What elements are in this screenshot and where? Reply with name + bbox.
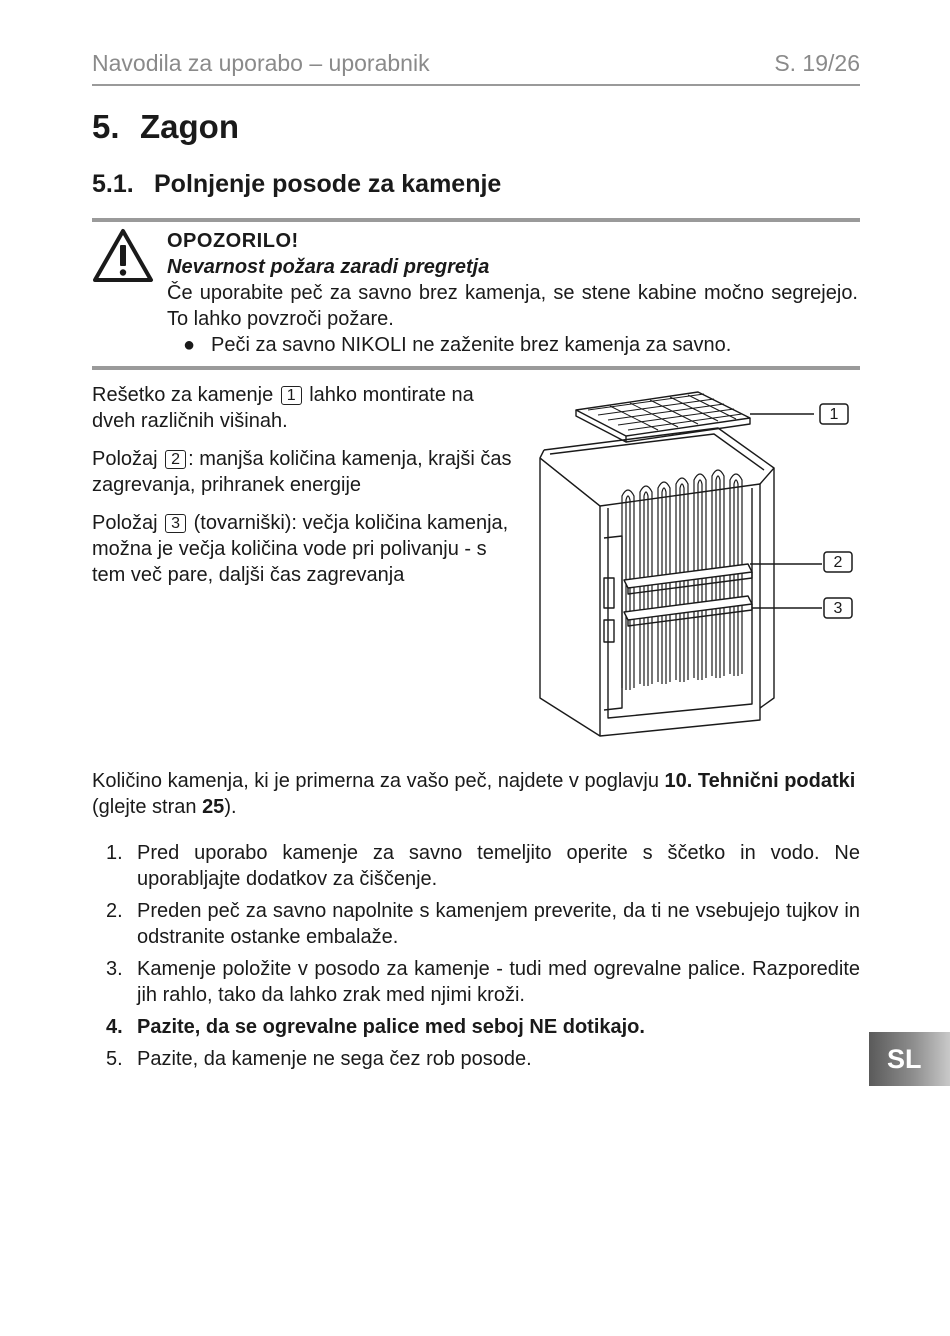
section-title: Zagon [140, 108, 239, 145]
text: Rešetko za kamenje [92, 384, 274, 406]
step-number: 4. [106, 1016, 123, 1038]
warning-subtitle: Nevarnost požara zaradi pregretja [167, 256, 490, 278]
language-tab: SL [869, 1032, 950, 1086]
warning-triangle-icon [92, 228, 154, 284]
page-number: S. 19/26 [774, 50, 860, 76]
text: Količino kamenja, ki je primerna za vašo peč, najdete v poglavju [92, 770, 659, 792]
list-item [92, 840, 860, 892]
step-text: Kamenje položite v posodo za kamenje - tudi med ogrevalne palice. Razporedite jih rahlo, tako da lahko zrak med njimi kroži. [137, 958, 860, 1006]
step-text: Pazite, da kamenje ne sega čez rob posode. [137, 1048, 532, 1070]
step-text: Pred uporabo kamenje za savno temeljito operite s ščetko in vodo. Ne uporabljajte dodatkov za čiščenje. [137, 842, 860, 890]
grate-paragraph-3 [92, 510, 522, 588]
text: lahko montirate na dveh različnih višinah. [92, 384, 474, 432]
warning-body: Če uporabite peč za savno brez kamenja, se stene kabine močno segrejejo. To lahko povzroči požare. [167, 282, 858, 330]
section-number: 5. [92, 108, 120, 145]
callout-3: 3 [833, 600, 843, 617]
section-heading [92, 108, 239, 146]
list-item [92, 956, 860, 1008]
chapter-reference: 10. Tehnični podatki [664, 770, 856, 792]
step-number: 5. [106, 1048, 123, 1070]
step-number: 2. [106, 900, 123, 922]
grate-paragraph-2 [92, 446, 522, 498]
page-header [92, 48, 860, 86]
bullet-icon: ● [183, 334, 196, 356]
warning-bullet-text: Peči za savno NIKOLI ne zaženite brez kamenja za savno. [211, 334, 732, 356]
callout-box-2: 2 [165, 450, 186, 469]
subsection-title: Polnjenje posode za kamenje [154, 170, 502, 198]
text: : manjša količina kamenja, krajši čas zagrevanja, prihranek energije [92, 448, 512, 496]
text: (tovarniški): večja količina kamenja, možna je večja količina vode pri polivanju - s tem več pare, daljši čas zagrevanja [92, 512, 509, 586]
figure-callouts [820, 404, 852, 618]
list-item [92, 898, 860, 950]
step-text: Preden peč za savno napolnite s kamenjem preverite, da ti ne vsebujejo tujkov in odstranite ostanke embalaže. [137, 900, 860, 948]
text: (glejte stran [92, 796, 197, 818]
warning-title: OPOZORILO! [167, 230, 299, 252]
subsection-heading [92, 170, 501, 199]
text: Položaj [92, 512, 158, 534]
list-item [92, 1014, 860, 1040]
warning-bullet [167, 332, 858, 358]
grate-description [92, 382, 522, 600]
step-number: 3. [106, 958, 123, 980]
text: Položaj [92, 448, 158, 470]
text: ). [224, 796, 237, 818]
step-number: 1. [106, 842, 123, 864]
stone-quantity-note [92, 768, 860, 820]
grate-paragraph-1 [92, 382, 522, 434]
sauna-heater-illustration [528, 388, 858, 750]
callout-2: 2 [833, 554, 843, 571]
callout-box-1: 1 [281, 386, 302, 405]
callout-box-3: 3 [165, 514, 186, 533]
subsection-number: 5.1. [92, 170, 134, 198]
document-title: Navodila za uporabo – uporabnik [92, 50, 430, 76]
step-text: Pazite, da se ogrevalne palice med seboj NE dotikajo. [137, 1016, 645, 1038]
page-reference: 25 [202, 796, 225, 818]
callout-1: 1 [829, 406, 839, 423]
instruction-list [92, 840, 860, 1078]
list-item [92, 1046, 860, 1072]
warning-box [92, 218, 860, 370]
